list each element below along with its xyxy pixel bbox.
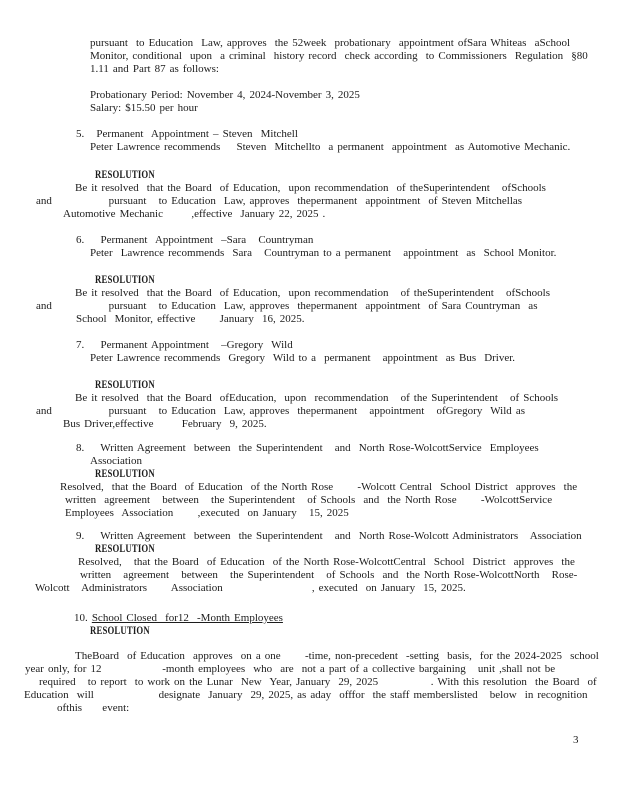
item-10-paragraph-line-1: TheBoard of Education approves on a one -time, non-precedent -setting basis, for the 2024-2025 school — [75, 650, 599, 662]
item-6-resolution-line-3: School Monitor, effective January 16, 2025. — [76, 313, 305, 325]
page-number: 3 — [573, 734, 579, 746]
resolution-label: RESOLUTION — [95, 274, 155, 286]
item-6-body: Peter Lawrence recommends Sara Countryman to a permanent appointment as School Monitor. — [90, 247, 557, 259]
resolution-label: RESOLUTION — [95, 468, 155, 480]
item-10-title: School Closed for12 -Month Employees — [91, 612, 283, 624]
item-6-resolution-line-2: and pursuant to Education Law, approves thepermanent appointment of Sara Countryman as — [36, 300, 538, 312]
item-10-heading — [74, 612, 618, 625]
item-10-paragraph-line-4: Education will designate January 29, 2025, as aday offfor the staff memberslisted below in recognition — [24, 689, 588, 701]
item-5-heading: 5. Permanent Appointment – Steven Mitchell — [76, 128, 298, 140]
item-5-resolution-line-3: Automotive Mechanic ,effective January 22, 2025 . — [63, 208, 326, 220]
resolution-label: RESOLUTION — [95, 169, 155, 181]
item-8-resolution-line-2: written agreement between the Superintendent of Schools and the North Rose -WolcottService — [65, 494, 553, 506]
intro-line-1: pursuant to Education Law, approves the 52week probationary appointment ofSara Whiteas aSchool — [90, 37, 571, 49]
item-5-resolution-line-2: and pursuant to Education Law, approves thepermanent appointment of Steven Mitchellas — [36, 195, 523, 207]
intro-line-2: Monitor, conditional upon a criminal history record check according to Commissioners Regulation §80 — [90, 50, 588, 62]
item-7-resolution-line-2: and pursuant to Education Law, approves thepermanent appointment ofGregory Wild as — [36, 405, 525, 417]
item-9-resolution-heading — [95, 543, 618, 556]
item-6-resolution-heading — [95, 274, 618, 287]
item-8-resolution-line-1: Resolved, that the Board of Education of the North Rose -Wolcott Central School District approves the — [60, 481, 578, 493]
item-7-body: Peter Lawrence recommends Gregory Wild to a permanent appointment as Bus Driver. — [90, 352, 516, 364]
item-9-resolution-line-2: written agreement between the Superintendent of Schools and the North Rose-WolcottNorth Rose- — [80, 569, 578, 581]
item-8-resolution-line-3: Employees Association ,executed on January 15, 2025 — [65, 507, 349, 519]
resolution-label: RESOLUTION — [95, 379, 155, 391]
item-10-number: 10. — [74, 612, 92, 624]
item-8-resolution-heading — [95, 468, 618, 481]
item-7-resolution-line-1: Be it resolved that the Board ofEducation, upon recommendation of the Superintendent of Schools — [75, 392, 559, 404]
item-10-paragraph-line-3: required to report to work on the Lunar New Year, January 29, 2025 . With this resolution the Board of — [39, 676, 597, 688]
probationary-period-line: Probationary Period: November 4, 2024-November 3, 2025 — [90, 89, 360, 101]
item-10-paragraph-line-2: year only, for 12 -month employees who are not a part of a collective bargaining unit ,shall not be — [25, 663, 556, 675]
item-5-body: Peter Lawrence recommends Steven Mitchellto a permanent appointment as Automotive Mechanic. — [90, 141, 571, 153]
item-9-heading: 9. Written Agreement between the Superintendent and North Rose-Wolcott Administrators Association — [76, 530, 582, 542]
resolution-label: RESOLUTION — [90, 625, 150, 637]
item-5-resolution-heading — [95, 169, 618, 182]
item-10-resolution-heading — [90, 625, 618, 638]
item-8-heading-line-2: Association — [90, 455, 142, 467]
item-5-resolution-line-1: Be it resolved that the Board of Education, upon recommendation of theSuperintendent ofSchools — [75, 182, 546, 194]
intro-line-3: 1.11 and Part 87 as follows: — [90, 63, 219, 75]
item-9-resolution-line-1: Resolved, that the Board of Education of the North Rose-WolcottCentral School District approves the — [78, 556, 575, 568]
item-7-resolution-line-3: Bus Driver,effective February 9, 2025. — [63, 418, 267, 430]
salary-line: Salary: $15.50 per hour — [90, 102, 198, 114]
item-6-resolution-line-1: Be it resolved that the Board of Education, upon recommendation of theSuperintendent ofSchools — [75, 287, 550, 299]
item-8-heading: 8. Written Agreement between the Superintendent and North Rose-WolcottService Employees — [76, 442, 539, 454]
item-9-resolution-line-3: Wolcott Administrators Association , executed on January 15, 2025. — [35, 582, 466, 594]
resolution-label: RESOLUTION — [95, 543, 155, 555]
item-6-heading: 6. Permanent Appointment –Sara Countryman — [76, 234, 314, 246]
item-7-resolution-heading — [95, 379, 618, 392]
item-10-paragraph-line-5: ofthis event: — [57, 702, 130, 714]
item-7-heading: 7. Permanent Appointment –Gregory Wild — [76, 339, 293, 351]
